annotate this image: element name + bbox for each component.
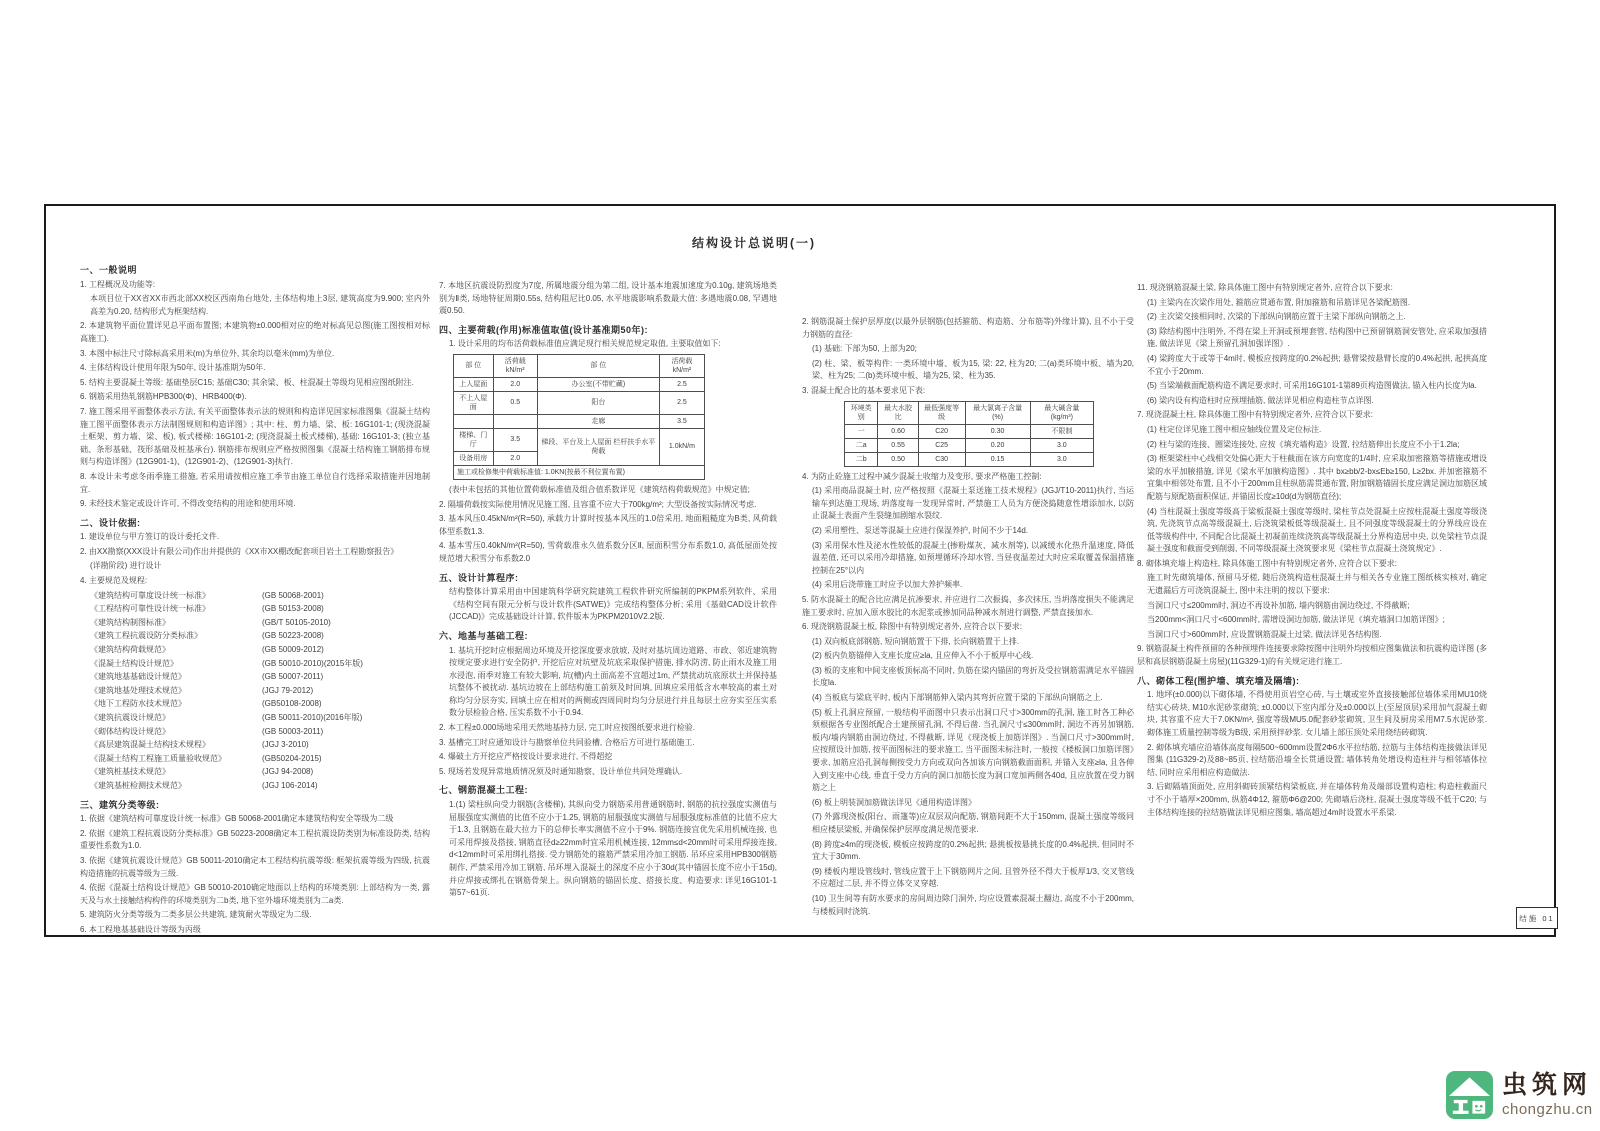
standard-code: (JGJ 94-2008) <box>262 767 314 777</box>
note-paragraph: (表中未包括的其他位置荷载标准值及组合值系数详见《建筑结构荷载规范》中规定值; <box>449 484 750 494</box>
note-paragraph: (1) 主梁内在次梁作用处, 箍筋应贯通布置, 附加箍筋和吊筋详见各梁配筋图. <box>1147 297 1411 307</box>
standard-row <box>80 698 430 711</box>
note-paragraph: (2) 柱与梁的连接、圈梁连接处, 应按《填充墙构造》设置, 拉结筋伸出长度应不小于1.2la; <box>1147 439 1460 449</box>
section-heading: 二、设计依据: <box>80 517 141 528</box>
note-paragraph: 4. 为防止砼施工过程中减少混凝土收缩力及变形, 要求严格施工控制: <box>802 471 1042 481</box>
standard-code: (GB 50223-2008) <box>262 631 324 641</box>
table-cell: 0.5 <box>493 391 537 414</box>
standard-name: 《砌体结构设计规范》 <box>90 726 170 736</box>
table-cell: 梯段、平台及上人屋面 栏杆扶手水平荷载 <box>537 428 659 465</box>
table-footer: 施工或检修集中荷载标准值: 1.0KN(按最不利位置布置) <box>454 465 705 479</box>
watermark-site-url: chongzhu.cn <box>1502 1101 1593 1118</box>
table-cell: 3.0 <box>1030 452 1093 466</box>
table-cell: C20 <box>918 424 965 438</box>
load-table <box>453 354 705 480</box>
standard-row <box>80 753 430 766</box>
note-paragraph: 3. 后砌隔墙顶面处, 应用斜砌砖顶紧结构梁板底, 并在墙体转角及端部设置构造柱; 构造柱截面尺寸不小于墙厚×200mm, 纵筋4Φ12, 箍筋Φ6@200; 先砌墙后浇柱, 混凝土强度等级不低于C20; 与主体结构连接的拉结筋做法详见相应图集, 墙高超过4m时设置水平系梁. <box>1147 782 1487 817</box>
standard-name: 《建筑工程抗震设防分类标准》 <box>90 631 202 641</box>
note-paragraph: 8. 本设计未考虑冬雨季施工措施, 若采用请按相应施工季节由施工单位自行选择采取措施并因地制宜. <box>80 471 430 494</box>
standard-name: 《建筑地基基础设计规范》 <box>90 672 186 682</box>
standard-name: 《地下工程防水技术规范》 <box>90 699 186 709</box>
standard-row <box>80 658 430 671</box>
note-paragraph: 1. 设计采用的均布活荷载标准值应满足现行相关规范规定取值, 主要取值如下: <box>449 339 721 349</box>
standard-row <box>80 603 430 616</box>
note-paragraph: (4) 梁跨度大于或等于4m时, 模板应按跨度的0.2%起拱; 悬臂梁按悬臂长度的0.4%起拱, 起拱高度不宜小于20mm. <box>1147 353 1487 376</box>
standard-row <box>80 739 430 752</box>
standard-code: (GB 50068-2001) <box>262 590 324 600</box>
note-paragraph: 当洞口尺寸>600mm时, 应设置钢筋混凝土过梁, 做法详见各结构图. <box>1147 629 1382 639</box>
standard-name: 《建筑结构可靠度设计统一标准》 <box>90 590 210 600</box>
table-header-cell: 活荷载kN/m² <box>493 354 537 377</box>
note-paragraph: 2. 本工程±0.000场地采用天然地基持力层, 完工时应按图纸要求进行检验. <box>439 723 695 733</box>
watermark-site-name: 虫筑网 <box>1502 1072 1593 1099</box>
note-paragraph: 1. 建设单位与甲方签订的设计委托文件. <box>80 532 220 542</box>
note-paragraph: (9) 楼板内埋设管线时, 管线应置于上下钢筋网片之间, 且管外径不得大于板厚1/3, 交叉管线不应超过二层, 并不得立体交叉穿越. <box>812 866 1134 889</box>
note-paragraph: (7) 外露现浇板(阳台、雨篷等)应双层双向配筋, 钢筋间距不大于150mm, 混凝土强度等级同相应楼层梁板, 并确保保护层厚度满足规范要求. <box>812 812 1134 834</box>
table-cell: 1.0kN/m <box>659 428 704 465</box>
note-paragraph: 6. 现浇钢筋混凝土板, 除图中有特别规定者外, 应符合以下要求: <box>802 622 1023 632</box>
table-header-cell: 环境类别 <box>845 401 878 424</box>
note-paragraph: 5. 防水混凝土的配合比应满足抗渗要求, 并应进行二次振捣、多次抹压, 当坍落度损失不能满足施工要求时, 应加入原水胶比的水泥浆或掺加同品种减水剂进行调整, 严禁直接加水. <box>802 594 1134 617</box>
standard-row <box>80 712 430 725</box>
standard-row <box>80 726 430 739</box>
standard-code: (GB/T 50105-2010) <box>262 617 331 627</box>
standard-name: 《混凝土结构工程施工质量验收规范》 <box>90 753 226 763</box>
section-heading: 四、主要荷载(作用)标准值取值(设计基准期50年): <box>439 324 648 335</box>
table-cell: 0.60 <box>878 424 918 438</box>
page-title: 结构设计总说明(一) <box>692 236 816 250</box>
table-cell: 2.0 <box>493 451 537 465</box>
standard-code: (JGJ 106-2014) <box>262 780 318 790</box>
table-cell: 楼梯、门厅 <box>454 428 494 451</box>
note-paragraph: 3. 本图中标注尺寸除标高采用米(m)为单位外, 其余均以毫米(mm)为单位. <box>80 348 335 358</box>
note-paragraph: 4. 依据《混凝土结构设计规范》GB 50010-2010确定地面以上结构的环境类别: 上部结构为一类, 露天及与水土接触结构构件的环境类别为二b类, 地下室外墙环境类别为二a类. <box>80 883 430 905</box>
standard-name: 《建筑桩基技术规范》 <box>90 767 170 777</box>
standard-row <box>80 644 430 657</box>
standard-name: 《建筑结构制图标准》 <box>90 617 170 627</box>
note-paragraph: 6. 本工程地基基础设计等级为丙级 <box>80 924 201 934</box>
standard-name: 《高层建筑混凝土结构技术规程》 <box>90 740 210 750</box>
note-paragraph: (4) 采用后浇带施工时应予以加大养护频率. <box>812 580 963 590</box>
section-heading: 三、建筑分类等级: <box>80 799 160 810</box>
note-paragraph: 1. 依据《建筑结构可靠度设计统一标准》GB 50068-2001确定本建筑结构安全等级为二级 <box>80 814 394 824</box>
note-paragraph: (8) 跨度≥4m的现浇板, 模板应按跨度的0.2%起拱; 悬挑板按悬挑长度的0.4%起拱, 但同时不宜大于30mm. <box>812 839 1134 862</box>
standard-code: (GB50204-2015) <box>262 753 322 763</box>
chongzhu-house-logo-icon <box>1446 1071 1493 1119</box>
standard-code: (GB 50003-2011) <box>262 726 324 736</box>
note-paragraph: 1.(1) 梁柱纵向受力钢筋(含楼梯), 其纵向受力钢筋采用普通钢筋时, 钢筋的抗拉强度实测值与屈服强度实测值的比值不应小于1.25, 钢筋的屈服强度实测值与屈服强度标准值的比值不应大于1.3, 且钢筋在最大拉力下的总伸长率实测值不应小于9%. 钢筋连接宜优先采用机械连接, 也可采用焊接及搭接, 钢筋直径d≥22mm时宜采用机械连接, 12mm≤d<20mm时可采用焊接连接, d<12mm时可采用绑扎搭接. 受力钢筋处的箍筋严禁采用冷加工钢筋. 吊环应采用HPB300钢筋制作, 严禁采用冷加工钢筋, 吊环埋入混凝土的深度不应小于30d(其中锚固长度不应小于15d), 并应焊接或绑扎在钢筋骨架上。纵向钢筋的锚固长度、搭接长度、构造要求: 详见16G101-1第57~61页. <box>449 800 777 898</box>
note-paragraph: (1) 基础: 下部为50, 上部为20; <box>812 344 917 354</box>
table-cell <box>454 414 494 428</box>
note-paragraph: (6) 板上明装洞加筋做法详见《通用构造详图》 <box>812 797 976 807</box>
standard-code: (GB50108-2008) <box>262 699 322 709</box>
table-header-cell: 最低强度等级 <box>918 401 965 424</box>
notes-column-2 <box>439 280 777 902</box>
note-paragraph: 3. 混凝土配合比的基本要求见下表: <box>802 385 926 395</box>
drawing-frame <box>44 204 1556 937</box>
table-cell: 不限制 <box>1030 424 1093 438</box>
note-paragraph: 1. 基坑开挖时应根据周边环境及开挖深度要求放坡, 及时对基坑周边道路、市政、邻近建筑物按规定要求进行安全防护, 开挖后应对坑壁及坑底采取保护措施, 排水防涝, 防止雨水及施工用水浸泡, 雨季对施工有较大影响, 坑(槽)内土面高差不宜超过1m, 严禁扰动坑底原状土并保持基坑整体不被扰动. 基坑边坡在上部结构施工前须及时回填, 回填应采用低含水率较高的素土对称均匀分层夯实, 回填土应在相对的两侧或四周同时均匀分层进行并且每层土应夯实至压实系数分层检验合格, 压实系数不小于0.94. <box>449 645 777 718</box>
table-cell: 0.50 <box>878 452 918 466</box>
table-cell: 上人屋面 <box>454 377 494 391</box>
note-paragraph: 11. 现浇钢筋混凝土梁, 除具体施工图中有特别规定者外, 应符合以下要求: <box>1137 283 1393 292</box>
note-paragraph: 6. 钢筋采用热轧钢筋HPB300(Φ)、HRB400(Φ). <box>80 392 247 402</box>
table-header-cell: 活荷载kN/m² <box>659 354 704 377</box>
note-paragraph: 5. 建筑防火分类等级为二类多层公共建筑, 建筑耐火等级定为二级. <box>80 910 312 920</box>
notes-column-3 <box>802 316 1134 920</box>
note-paragraph: 4. 爆破土方开挖应严格按设计要求进行, 不得超挖 <box>439 752 613 762</box>
note-paragraph: (3) 板的支座和中间支座板顶标高不同时, 负筋在梁内锚固的弯折及受拉钢筋需满足水平锚固长度la. <box>812 665 1134 688</box>
note-paragraph: 1. 工程概况及功能等: <box>80 279 156 289</box>
standard-row <box>80 671 430 684</box>
watermark-text <box>1502 1071 1593 1118</box>
standard-code: (JGJ 79-2012) <box>262 685 314 695</box>
note-paragraph: (3) 采用保水性及泌水性较低的混凝土(掺粉煤灰、减水剂等), 以减缓水化热升温速度, 降低温差值, 还可以采用冷却措施, 如预埋循环冷却水管, 当昼夜温差过大时应采取覆盖保温措施控制在25°以内 <box>812 540 1134 575</box>
table-header-cell: 最大氯离子含量 (%) <box>965 401 1030 424</box>
note-paragraph: 4. 主要规范及规程: <box>80 576 148 586</box>
table-cell: 0.55 <box>878 438 918 452</box>
watermark <box>1446 1071 1593 1119</box>
section-heading: 七、钢筋混凝土工程: <box>439 785 528 796</box>
note-paragraph: 本项目位于XX省XX市西北部XX校区西南角台地处, 主体结构地上3层, 建筑高度为9.900; 室内外高差为0.20, 结构形式为框架结构. <box>90 294 430 316</box>
mix-table <box>844 401 1094 467</box>
note-paragraph: (1) 采用商品混凝土时, 应严格按照《混凝土泵送施工技术规程》(JGJ/T10-2011)执行, 当运输车到达施工现场, 坍落度每一发现异常时, 严禁施工人员为方便浇捣随意性增添加水, 以防止混凝土表面产生裂缝加剧缩水裂纹. <box>812 486 1134 521</box>
note-paragraph: (2) 采用塑性、泵送等混凝土应进行保湿养护, 时间不少于14d. <box>812 525 1029 535</box>
standard-row <box>80 590 430 603</box>
notes-column-4 <box>1137 282 1487 821</box>
table-cell: 设备用房 <box>454 451 494 465</box>
standard-code: (GB 50010-2010)(2015年版) <box>262 658 363 668</box>
standard-code: (GB 50011-2010)(2016年版) <box>262 713 363 722</box>
standard-row <box>80 630 430 643</box>
note-paragraph: (5) 板上孔洞应预留, 一般结构平面图中只表示出洞口尺寸>300mm的孔洞, 施工时各工种必须根据各专业图纸配合土建预留孔洞, 不得后凿. 当孔洞尺寸≤300mm时, 洞边不再另加钢筋, 板内/墙内钢筋由洞边绕过, 不得截断, 详见《现浇板上加筋详图》. 当洞口尺寸>300mm时, 应按照设计加筋, 按平面图标注的要求施工, 当平面图未标注时, 一般按《楼板洞口加筋详图》要求, 加筋应沿孔洞每侧按受力方向或双向各加该方向钢筋截面面积, 并锚入支座≥la, 且各伸入到支座中心线, 垂直于受力方向的洞口加筋长度为洞口宽加两侧各40d, 且应放置在受力钢筋之上 <box>812 707 1134 793</box>
table-cell: 不上人屋面 <box>454 391 494 414</box>
table-cell: 3.5 <box>659 414 704 428</box>
note-paragraph: (10) 卫生间等有防水要求的房间周边除门洞外, 均应设置素混凝土翻边, 高度不小于200mm, 与楼板同时浇筑. <box>812 893 1134 916</box>
note-paragraph: 2. 钢筋混凝土保护层厚度(以最外层钢筋(包括箍筋、构造筋、分布筋等)外缘计算), 且不小于受力钢筋的直径: <box>802 317 1134 339</box>
note-paragraph: 施工时先砌筑墙体, 预留马牙槎, 随后浇筑构造柱混凝土并与相关各专业施工图纸核实核对, 确定无遗漏后方可浇筑混凝土, 图中未注明的按以下要求: <box>1147 573 1487 596</box>
standard-name: 《混凝土结构设计规范》 <box>90 658 178 668</box>
note-paragraph: 5. 结构主要混凝土等级: 基础垫层C15; 基础C30; 其余梁、板、柱混凝土等级均见相应图纸附注. <box>80 377 414 387</box>
note-paragraph: 9. 未经技术鉴定或设计许可, 不得改变结构的用途和使用环境. <box>80 499 296 509</box>
table-header-cell: 部 位 <box>454 354 494 377</box>
note-paragraph: (1) 柱定位详见施工图中相应轴线位置及定位标注. <box>1147 424 1322 434</box>
table-cell: 2.5 <box>659 391 704 414</box>
note-paragraph: 8. 砌体填充墙上构造柱, 除具体施工图中有特别规定者外, 应符合以下要求: <box>1137 558 1398 568</box>
section-heading: 一、一般说明 <box>80 265 138 275</box>
table-cell: 0.15 <box>965 452 1030 466</box>
note-paragraph: 3. 基本风压0.45kN/m²(R=50), 承载力计算时按基本风压的1.0倍采用, 地面粗糙度为B类, 风荷载体型系数1.3. <box>439 514 777 536</box>
standard-name: 《建筑地基处理技术规范》 <box>90 685 186 695</box>
section-heading: 五、设计计算程序: <box>439 572 519 583</box>
sheet-number: 结施 01 <box>1519 913 1555 923</box>
note-paragraph: 2. 本建筑物平面位置详见总平面布置图; 本建筑物±0.000相对应的绝对标高见总图(施工图按相对标高施工). <box>80 321 430 343</box>
standard-name: 《建筑结构荷载规范》 <box>90 645 170 655</box>
table-cell: 阳台 <box>537 391 659 414</box>
note-paragraph: (1) 双向板底部钢筋, 短向钢筋置于下排, 长向钢筋置于上排. <box>812 636 1020 646</box>
standard-name: 《工程结构可靠性设计统一标准》 <box>90 604 210 614</box>
note-paragraph: 2. 砌体填充墙应沿墙体高度每隔500~600mm设置2Φ6水平拉结筋, 拉筋与主体结构连接做法详见图集 (11G329-2)及88~85页, 拉结筋沿墙全长贯通设置; 墙体转角处增设构造柱并与相邻墙体拉结, 同时应采用相应构造做法. <box>1147 742 1487 777</box>
standard-row <box>80 617 430 630</box>
table-header-cell: 部 位 <box>537 354 659 377</box>
note-paragraph: 3. 依据《建筑抗震设计规范》GB 50011-2010确定本工程结构抗震等级: 框架抗震等级为四级, 抗震构造措施的抗震等级为三级. <box>80 855 430 878</box>
standard-row <box>80 780 430 793</box>
note-paragraph: 1. 地坪(±0.000)以下砌体墙, 不得使用页岩空心砖, 与土壤或室外直接接触部位墙体采用MU10烧结实心砖块, M10水泥砂浆砌筑; ±0.000以下室内部分及±0.000以上(至屋顶层)采用加气混凝土砌块, 其容重不应大于7.0KN/m³, 强度等级MU5.0配套砂浆砌筑, 卫生间及厨房采用M7.5水泥砂浆. 砌体施工质量控制等级为B级, 采用预拌砂浆. 女儿墙上部压顶处采用烧结砖砌筑. <box>1147 690 1487 737</box>
table-cell: 3.5 <box>493 428 537 451</box>
section-heading: 六、地基与基础工程: <box>439 630 528 641</box>
note-paragraph: 2. 隔墙荷载按实际使用情况见施工图, 且容重不应大于700kg/m²; 大型设备按实际情况考虑. <box>439 499 757 509</box>
note-paragraph: 5. 现场若发现异常地质情况须及时通知勘察、设计单位共同处理确认. <box>439 766 683 776</box>
table-cell: C30 <box>918 452 965 466</box>
standard-code: (GB 50007-2011) <box>262 672 324 682</box>
table-header-cell: 最大碱含量 (kg/m³) <box>1030 401 1093 424</box>
standard-code: (GB 50153-2008) <box>262 604 324 614</box>
table-cell <box>493 414 537 428</box>
standard-row <box>80 766 430 779</box>
note-paragraph: 4. 基本雪压0.40kN/m²(R=50), 雪荷载准永久值系数分区Ⅱ, 屋面积雪分布系数1.0, 高低屋面处按规范增大积雪分布系数2.0 <box>439 541 777 563</box>
table-cell: 0.30 <box>965 424 1030 438</box>
standard-row <box>80 685 430 698</box>
notes-column-1 <box>80 258 430 939</box>
note-paragraph: 当洞口尺寸≤200mm时, 洞边不再设补加筋, 墙内钢筋由洞边绕过, 不得截断; <box>1147 600 1410 610</box>
note-paragraph: (5) 当梁端截面配筋构造不满足要求时, 可采用16G101-1第89页构造图做法, 锚入柱内长度为la. <box>1147 381 1477 391</box>
table-header-cell: 最大水胶比 <box>878 401 918 424</box>
note-paragraph: 9. 钢筋混凝土构件预留的各种预埋件连接要求除按图中注明外均按相应图集做法和抗震构造详图 (多层和高层钢筋混凝土房屋)(11G329-1)的有关规定进行施工. <box>1137 644 1487 667</box>
note-paragraph: (2) 主次梁交接相同时, 次梁的下部纵向钢筋应置于主梁下部纵向钢筋之上. <box>1147 312 1406 322</box>
note-paragraph: (2) 板内负筋锚伸入支座长度应≥la, 且应伸入不小于板厚中心线. <box>812 651 1034 661</box>
table-cell: 2.5 <box>659 377 704 391</box>
note-paragraph: (2) 柱、梁、板等构件: 一类环境中墙、板为15, 梁: 22, 柱为20; 二(a)类环境中板、墙为20, 梁、柱为25; 二(b)类环境中板、墙为25, 梁、柱为35. <box>812 358 1134 381</box>
note-paragraph: (详勘阶段) 进行设计 <box>90 561 162 571</box>
note-paragraph: (4) 当板底与梁底平时, 板内下部钢筋伸入梁内其弯折应置于梁的下部纵向钢筋之上. <box>812 693 1103 703</box>
note-paragraph: 4. 主体结构设计使用年限为50年, 设计基准期为50年. <box>80 363 266 373</box>
note-paragraph: (6) 梁内设有构造柱时应预埋插筋, 做法详见相应构造柱节点详图. <box>1147 395 1374 405</box>
note-paragraph: (4) 当柱混凝土强度等级高于梁板混凝土强度等级时, 梁柱节点处混凝土应按柱混凝土强度等级浇筑, 先浇筑节点高等级混凝土, 后浇筑梁板低等级混凝土, 且不同强度等级混凝土的分界线应设在低等级构件中, 不同配合比混凝土初凝前连续浇筑高等级混凝土分界构造居中央, 以免梁柱节点混凝土强度和截面受到削弱, 不同等级混凝土浇筑要求见《梁柱节点混凝土浇筑规定》. <box>1147 506 1487 554</box>
table-cell: 0.20 <box>965 438 1030 452</box>
standard-code: (JGJ 3-2010) <box>262 740 309 750</box>
table-cell: 二b <box>845 452 878 466</box>
standard-name: 《建筑基桩检测技术规范》 <box>90 780 186 790</box>
note-paragraph: 2. 由XX勘察(XXX设计有限公司)作出并提供的《XX市XX棚改配套项目岩土工程勘察报告》 <box>80 546 399 556</box>
table-cell: 一 <box>845 424 878 438</box>
table-cell: 二a <box>845 438 878 452</box>
note-paragraph: 3. 基槽完工时应通知设计与勘察单位共同验槽, 合格后方可进行基础施工. <box>439 737 695 747</box>
note-paragraph: 7. 施工图采用平面整体表示方法, 有关平面整体表示法的规则和构造详见国家标准图集《混凝土结构施工图平面整体表示方法制图规则和构造详图》; 其中: 柱、剪力墙、梁、板: 16G101-1; (现浇混凝土框架、剪力墙、梁、板), 板式楼梯: 16G101-2; (现浇混凝土板式楼梯), 基础: 16G101-3; (独立基础、条形基础、筏形基础及桩基承台). 钢筋排布规则应严格按照图集《混凝土结构施工钢筋排布规则与构造详图》(12G901-1)、(12G901-2)、(12G901-3)执行. <box>80 406 430 467</box>
standard-code: (GB 50009-2012) <box>262 645 324 655</box>
table-cell: 办公室(不带贮藏) <box>537 377 659 391</box>
note-paragraph: (3) 框架梁柱中心线相交处偏心距大于柱截面在该方向宽度的1/4时, 应采取加密箍筋等措施或增设梁的水平加腋措施, 详见《梁水平加腋构造图》. 其中 bx≥bb/2-bx≤Eb≥150, L≥2bx. 并加密箍筋不宜集中相邻处布置, 且不小于200mm且柱纵筋需贯通布置, 附加钢筋锚固长度应满足洞边加筋区域配筋与原配筋面积保证, 并锚固长度≥10d(d为钢筋直径); <box>1147 454 1487 501</box>
note-paragraph: 2. 依据《建筑工程抗震设防分类标准》GB 50223-2008确定本工程抗震设防类别为标准设防类, 结构重要性系数为1.0. <box>80 828 430 851</box>
note-paragraph: 7. 本地区抗震设防烈度为7度, 所属地震分组为第二组, 设计基本地震加速度为0.10g, 建筑场地类别为Ⅱ类, 场地特征周期0.55s, 结构阻尼比0.05, 水平地震影响系数最大值: 多遇地震0.08, 罕遇地震0.50. <box>439 281 777 316</box>
table-cell: C25 <box>918 438 965 452</box>
note-paragraph: 结构整体计算采用由中国建筑科学研究院建筑工程软件研究所编制的PKPM系列软件、采用《结构空间有限元分析与设计软件(SATWE)》完成结构整体分析; 采用《基础CAD设计软件(JCCAD)》完成基础设计计算, 软件版本为PKPM2010V2.2版. <box>449 587 777 622</box>
table-cell: 2.0 <box>493 377 537 391</box>
table-cell: 3.0 <box>1030 438 1093 452</box>
sheet-number-box <box>1516 907 1558 929</box>
standard-name: 《建筑抗震设计规范》 <box>90 713 170 722</box>
note-paragraph: 当200mm<洞口尺寸<600mm时, 需增设洞边加筋, 做法详见《填充墙洞口加筋详图》; <box>1147 615 1445 625</box>
note-paragraph: (3) 除结构图中注明外, 不得在梁上开洞或预埋套管, 结构图中已预留钢筋洞安管处, 应采取加强措施, 做法详见《梁上预留孔洞加强详图》. <box>1147 326 1487 349</box>
note-paragraph: 7. 现浇混凝土柱, 除具体施工图中有特别规定者外, 应符合以下要求: <box>1137 410 1374 420</box>
table-cell: 走廊 <box>537 414 659 428</box>
section-heading: 八、砌体工程(围护墙、填充墙及隔墙): <box>1137 675 1300 686</box>
